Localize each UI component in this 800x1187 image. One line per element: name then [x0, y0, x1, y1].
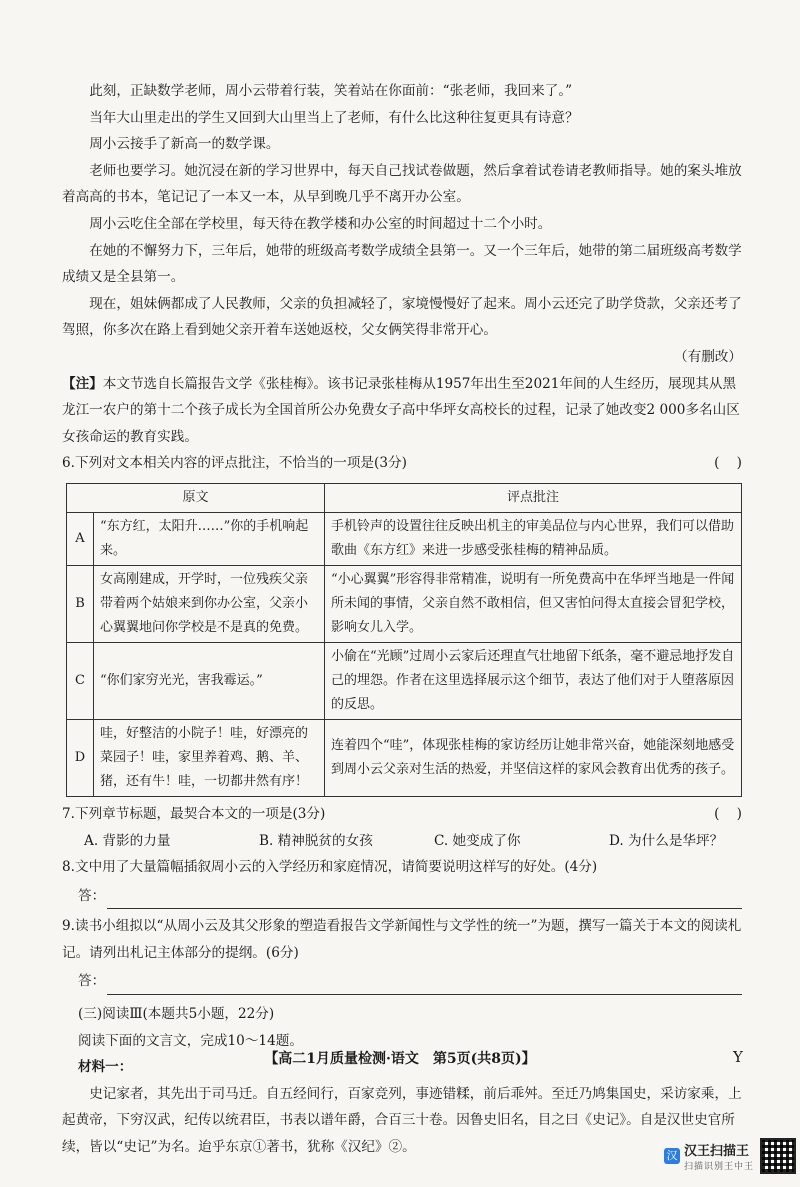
answer-line[interactable] [107, 976, 742, 995]
answer-label: 答： [78, 887, 106, 904]
option-a[interactable]: A. 背影的力量 [84, 832, 171, 849]
question-9-stem: 9.读书小组拟以“从周小云及其父形象的塑造看报告文学新闻性与文学性的统一”为题，撰写一篇关于本文的阅读札记。请列出札记主体部分的提纲。(6分) [62, 918, 742, 961]
answer-line[interactable] [107, 890, 742, 909]
option-b[interactable]: B. 精神脱贫的女孩 [259, 832, 373, 849]
row-comment: 手机铃声的设置往往反映出机主的审美品位与内心世界，我们可以借助歌曲《东方红》来进一步感受张桂梅的精神品质。 [325, 512, 742, 565]
row-label: C [67, 642, 94, 719]
row-comment: “小心翼翼”形容得非常精准，说明有一所免费高中在华坪当地是一件闻所未闻的事情，父亲自然不敢相信，但又害怕问得太直接会冒犯学校，影响女儿入学。 [325, 565, 742, 642]
row-comment: 连着四个“哇”，体现张桂梅的家访经历让她非常兴奋，她能深刻地感受到周小云父亲对生活的热爱，并坚信这样的家风会教育出优秀的孩子。 [325, 719, 742, 796]
row-label: A [67, 512, 94, 565]
option-c[interactable]: C. 她变成了你 [434, 832, 521, 849]
question-6 [62, 450, 742, 477]
page-footer: 【高二1月质量检测·语文 第5页(共8页)】 [264, 1051, 536, 1067]
table-row [67, 719, 742, 796]
row-original: “你们家穷光光，害我霉运。” [94, 642, 325, 719]
passage-paragraph: 老师也要学习。她沉浸在新的学习世界中，每天自己找试卷做题，然后拿着试卷请老教师指导。她的案头堆放着高高的书本，笔记记了一本又一本，从早到晚几乎不离开办公室。 [62, 162, 742, 206]
passage-paragraph: 当年大山里走出的学生又回到大山里当上了老师，有什么比这种往复更具有诗意？ [89, 109, 579, 126]
question-6-stem: 6.下列对文本相关内容的评点批注，不恰当的一项是(3分) [62, 455, 407, 472]
section-instruction: 阅读下面的文言文，完成10～14题。 [78, 1032, 303, 1049]
table-header-row [67, 483, 742, 512]
passage-paragraph: 在她的不懈努力下，三年后，她带的班级高考数学成绩全县第一。又一个三年后，她带的第二届班级高考数学成绩又是全县第一。 [62, 242, 742, 286]
answer-paren[interactable]: ( ) [714, 455, 742, 472]
answer-paren[interactable]: ( ) [714, 805, 742, 822]
question-8-stem: 8.文中用了大量篇幅插叙周小云的入学经历和家庭情况，请简要说明这样写的好处。(4分) [62, 859, 598, 876]
exam-page [62, 78, 742, 1161]
qr-code-icon [760, 1138, 796, 1174]
review-table [66, 483, 742, 797]
watermark-title: 汉王扫描王 [684, 1144, 750, 1159]
edit-note: （有删改） [674, 348, 742, 365]
material-label: 材料一： [78, 1059, 133, 1076]
section-title: (三)阅读Ⅲ(本题共5小题，22分) [78, 1006, 275, 1023]
answer-area[interactable] [78, 883, 742, 910]
source-note [62, 371, 742, 451]
scanner-logo-icon: 汉 [664, 1148, 680, 1164]
answer-label: 答： [78, 973, 106, 990]
table-row [67, 565, 742, 642]
watermark-subtitle: 扫描识别王中王 [684, 1162, 755, 1172]
question-7-stem: 7.下列章节标题，最契合本文的一项是(3分) [62, 805, 326, 822]
table-row [67, 512, 742, 565]
passage-paragraph: 现在，姐妹俩都成了人民教师，父亲的负担减轻了，家境慢慢好了起来。周小云还完了助学贷款，父亲还考了驾照，你多次在路上看到她父亲开着车送她返校，父女俩笑得非常开心。 [62, 295, 742, 339]
scanner-watermark [664, 1138, 796, 1174]
footer-code: Y [733, 1048, 743, 1066]
question-7-options [84, 828, 742, 855]
option-d[interactable]: D. 为什么是华坪？ [609, 832, 724, 849]
table-row [67, 642, 742, 719]
note-tag: 【注】 [62, 375, 103, 392]
passage-paragraph: 此刻，正缺数学老师，周小云带着行装，笑着站在你面前：“张老师，我回来了。” [89, 83, 573, 99]
watermark-text [684, 1140, 754, 1172]
row-original: “东方红，太阳升……”你的手机响起来。 [94, 512, 325, 565]
material-text: 史记家者，其先出于司马迁。自五经间行，百家竞列，事迹错糅，前后乖舛。至迁乃鸠集国史，采访家乘，上起黄帝，下穷汉武，纪传以统君臣，书表以谱年爵，合百三十卷。因鲁史旧名，目之曰《史记》。自是汉世史官所续，皆以“史记”为名。迨乎东京①著书，犹称《汉纪》②。 [62, 1085, 742, 1156]
row-original: 女高刚建成，开学时，一位残疾父亲带着两个姑娘来到你办公室，父亲小心翼翼地问你学校是不是真的免费。 [94, 565, 325, 642]
row-label: B [67, 565, 94, 642]
row-original: 哇，好整洁的小院子！哇，好漂亮的菜园子！哇，家里养着鸡、鹅、羊、猪，还有牛！哇，一切都井然有序！ [94, 719, 325, 796]
table-header-comment: 评点批注 [325, 483, 742, 512]
answer-area[interactable] [78, 968, 742, 995]
note-text: 本文节选自长篇报告文学《张桂梅》。该书记录张桂梅从1957年出生至2021年间的人生经历，展现其从黑龙江一农户的第十二个孩子成长为全国首所公办免费女子高中华坪女高校长的过程，记录了她改变2 000多名山区女孩命运的教育实践。 [62, 375, 740, 445]
row-label: D [67, 719, 94, 796]
question-7 [62, 801, 742, 828]
table-header-original: 原文 [67, 483, 325, 512]
passage-paragraph: 周小云接手了新高一的数学课。 [89, 136, 280, 153]
row-comment: 小偷在“光顾”过周小云家后还理直气壮地留下纸条，毫不避忌地抒发自己的埋怨。作者在这里选择展示这个细节，表达了他们对于人堕落原因的反思。 [325, 642, 742, 719]
passage-paragraph: 周小云吃住全部在学校里，每天待在教学楼和办公室的时间超过十二个小时。 [89, 215, 552, 232]
